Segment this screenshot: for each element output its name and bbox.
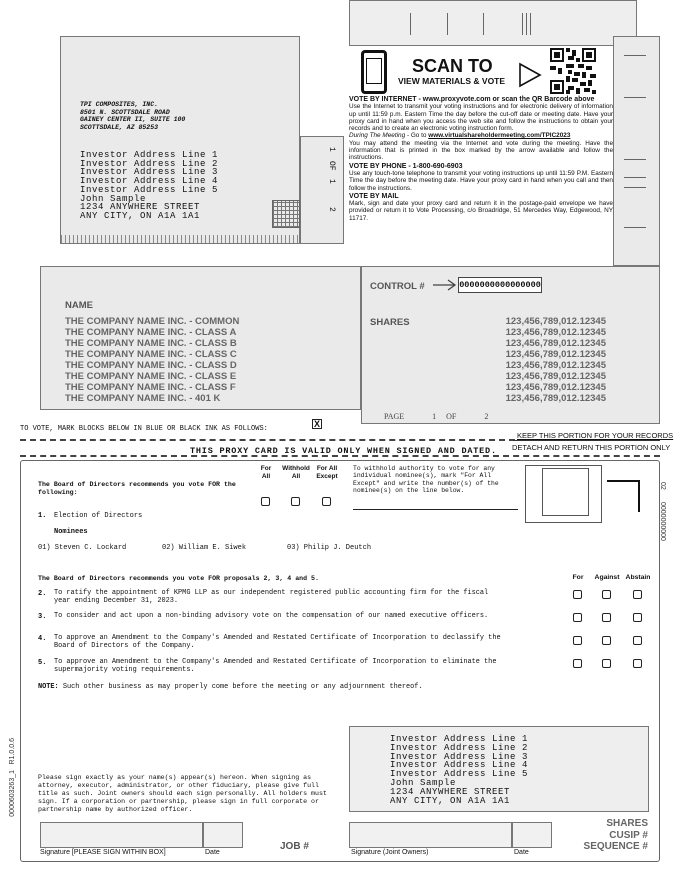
vote-mail-text: Mark, sign and date your proxy card and return it in the postage-paid envelope we have provided or return it to Vote Processing, c/o Broadridge, 51 Mercedes Way, Edgewood, NY 11717. bbox=[349, 200, 613, 222]
scan-subtitle: VIEW MATERIALS & VOTE bbox=[398, 76, 506, 86]
proposal-2-for[interactable] bbox=[573, 590, 582, 599]
col-withhold-all: Withhold All bbox=[282, 465, 310, 480]
proposal-3-text: To consider and act upon a non-binding advisory vote on the compensation of our named executive officers. bbox=[54, 612, 489, 620]
side-page-of: OF bbox=[327, 161, 336, 171]
job-label: JOB # bbox=[280, 841, 309, 852]
address-window bbox=[60, 36, 300, 244]
mark-example: X bbox=[313, 419, 320, 429]
nominees-label: Nominees bbox=[54, 528, 88, 536]
col-abstain: Abstain bbox=[625, 574, 651, 581]
proposal-3-against[interactable] bbox=[602, 613, 611, 622]
date-box[interactable] bbox=[203, 822, 243, 848]
footer-cusip: CUSIP # bbox=[609, 829, 648, 841]
mark-box-inner bbox=[542, 468, 589, 516]
investor-address: Investor Address Line 1 Investor Address Line 2 Investor Address Line 3 Investor Address Line 4 Investor Address Line 5 John Sample 1234 ANYWHERE STREET ANY CITY, ON A1A 1A1 bbox=[80, 150, 219, 221]
sign-instructions: Please sign exactly as your name(s) appear(s) hereon. When signing as attorney, executor, administrator, or other fiduciary, please give full title as such. Joint owners should each sign personally. All holders must sign. If a corporation or partnership, please sign in full corporate or partnership name by authorized officer. bbox=[38, 774, 327, 813]
bottom-investor-address: Investor Address Line 1 Investor Address Line 2 Investor Address Line 3 Investor Address Line 4 Investor Address Line 5 John Sample 1234 ANYWHERE STREET ANY CITY, ON A1A 1A1 bbox=[390, 734, 529, 806]
shares-list: 123,456,789,012.12345 123,456,789,012.12345 123,456,789,012.12345 123,456,789,012.12345 123,456,789,012.12345 123,456,789,012.12345 123,456,789,012.12345 123,456,789,012.12345 bbox=[505, 316, 606, 404]
side-page-num: 1 bbox=[327, 147, 336, 152]
proposal-3-number: 3. bbox=[38, 613, 47, 621]
vote-internet-text: Use the Internet to transmit your voting instructions and for electronic delivery of information up until 11:59 p.m. Eastern Time the day before the cut-off date or meeting date. Have your proxy card in hand when you access the web site and follow the instructions to obtain your records and to create an electronic voting instruction form. bbox=[349, 103, 613, 133]
right-envelope-flap bbox=[613, 36, 660, 266]
page-label: PAGE bbox=[384, 412, 405, 421]
proposal-5-text: To approve an Amendment to the Company's Amended and Restated Certificate of Incorporation to eliminate the supermajority voting requirements. bbox=[54, 658, 497, 674]
ink-instructions: TO VOTE, MARK BLOCKS BELOW IN BLUE OR BLACK INK AS FOLLOWS: bbox=[20, 425, 268, 433]
right-vertical-code-1: 02 bbox=[659, 482, 666, 490]
proposal-4-for[interactable] bbox=[573, 636, 582, 645]
page-of: OF bbox=[446, 412, 457, 421]
vote-internet-title: VOTE BY INTERNET - www.proxyvote.com or scan the QR Barcode above bbox=[349, 96, 595, 103]
corner-mark-icon bbox=[607, 480, 640, 512]
col-for-all-except: For All Except bbox=[316, 465, 338, 480]
note-text: Such other business as may properly come before the meeting or any adjournment thereof. bbox=[62, 683, 423, 691]
control-number: 0000000000000000 bbox=[458, 277, 542, 293]
nominee-exception-line[interactable] bbox=[353, 509, 518, 510]
footer-shares: SHARES bbox=[606, 818, 648, 829]
item1-text: Election of Directors bbox=[54, 512, 143, 520]
qr-code-icon bbox=[550, 48, 596, 94]
proposal-3-for[interactable] bbox=[573, 613, 582, 622]
meeting-prefix: During The Meeting - bbox=[349, 132, 411, 140]
proposal-5-number: 5. bbox=[38, 659, 47, 667]
proposal-4-text: To approve an Amendment to the Company's Amended and Restated Certificate of Incorporation to declassify the Board of Directors of the Company. bbox=[54, 634, 501, 650]
note bbox=[38, 683, 423, 691]
shares-label: SHARES bbox=[370, 317, 410, 328]
page-total: 2 bbox=[484, 412, 489, 421]
proposal-2-text: To ratify the appointment of KPMG LLP as our independent registered public accounting firm for the fiscal year ending December 31, 2023. bbox=[54, 589, 489, 605]
phone-icon bbox=[361, 50, 387, 94]
control-arrow-icon bbox=[432, 279, 458, 291]
keep-portion: KEEP THIS PORTION FOR YOUR RECORDS bbox=[517, 431, 674, 440]
left-vertical-code-1: 0000603263_1 bbox=[9, 770, 16, 817]
top-tab-box bbox=[349, 0, 637, 46]
note-label: NOTE: bbox=[38, 683, 59, 691]
for-all-except-checkbox[interactable] bbox=[322, 497, 331, 506]
arrow-icon bbox=[518, 62, 542, 88]
signature-box[interactable] bbox=[40, 822, 203, 848]
tick-ruler bbox=[61, 235, 299, 243]
valid-statement: THIS PROXY CARD IS VALID ONLY WHEN SIGNED AND DATED. bbox=[190, 446, 497, 456]
keep-rule bbox=[513, 440, 660, 441]
name-header: NAME bbox=[65, 300, 93, 311]
scan-title: SCAN TO bbox=[412, 56, 493, 76]
joint-signature-label: Signature (Joint Owners) bbox=[351, 849, 429, 856]
page-number: 1 bbox=[432, 412, 437, 421]
proposal-3-abstain[interactable] bbox=[633, 613, 642, 622]
sender-address: TPI COMPOSITES, INC. 8501 N. SCOTTSDALE ROAD GAINEY CENTER II, SUITE 100 SCOTTSDALE, AZ 85253 bbox=[80, 101, 186, 131]
signature-label: Signature [PLEASE SIGN WITHIN BOX] bbox=[40, 849, 166, 856]
vote-phone-text: Use any touch-tone telephone to transmit your voting instructions up until 11:59 P.M. Eastern Time the day before the meeting date. Have your proxy card in hand when you call and then follow the instructions. bbox=[349, 169, 613, 192]
proposal-5-abstain[interactable] bbox=[633, 659, 642, 668]
withhold-all-checkbox[interactable] bbox=[291, 497, 300, 506]
footer-labels bbox=[560, 818, 648, 853]
company-list: THE COMPANY NAME INC. - COMMON THE COMPANY NAME INC. - CLASS A THE COMPANY NAME INC. - CLASS B THE COMPANY NAME INC. - CLASS C THE COMPANY NAME INC. - CLASS D THE COMPANY NAME INC. - CLASS E THE COMPANY NAME INC. - CLASS F THE COMPANY NAME INC. - 401 K bbox=[65, 316, 240, 404]
proposal-2-number: 2. bbox=[38, 590, 47, 598]
col-against: Against bbox=[594, 574, 620, 581]
side-page-tab bbox=[300, 136, 344, 244]
col-for-all: For All bbox=[260, 465, 272, 480]
proposal-4-number: 4. bbox=[38, 635, 47, 643]
board-recommend-1: The Board of Directors recommends you vote FOR the following: bbox=[38, 481, 236, 496]
nominee-1: 01) Steven C. Lockard bbox=[38, 544, 127, 552]
side-page-small: 2 bbox=[327, 207, 336, 212]
joint-date-label: Date bbox=[514, 849, 529, 856]
meeting-go: Go to bbox=[410, 132, 429, 140]
proposal-5-for[interactable] bbox=[573, 659, 582, 668]
nominee-3: 03) Philip J. Deutch bbox=[287, 544, 372, 552]
for-all-checkbox[interactable] bbox=[261, 497, 270, 506]
item1-number: 1. bbox=[38, 512, 47, 520]
holdings-left-panel bbox=[40, 266, 361, 410]
left-vertical-code-2: R1.0.0.6 bbox=[9, 738, 16, 765]
vote-instructions bbox=[349, 96, 613, 222]
tear-line-bottom bbox=[20, 455, 660, 457]
proposal-5-against[interactable] bbox=[602, 659, 611, 668]
barcode-grid bbox=[272, 200, 300, 228]
meeting-line bbox=[349, 132, 613, 139]
vote-phone-title: VOTE BY PHONE - 1-800-690-6903 bbox=[349, 162, 463, 170]
col-for: For bbox=[572, 574, 584, 581]
proposal-4-against[interactable] bbox=[602, 636, 611, 645]
detach-portion: DETACH AND RETURN THIS PORTION ONLY bbox=[512, 443, 671, 452]
footer-sequence: SEQUENCE # bbox=[583, 841, 648, 852]
proposal-2-abstain[interactable] bbox=[633, 590, 642, 599]
bottom-address-box bbox=[349, 726, 649, 812]
withhold-instructions: To withhold authority to vote for any individual nominee(s), mark "For All Except" and write the number(s) of the nominee(s) on the line below. bbox=[353, 465, 499, 494]
side-page-total: 1 bbox=[327, 179, 336, 184]
control-label: CONTROL # bbox=[370, 281, 425, 292]
page-indicator bbox=[384, 412, 488, 421]
proposal-4-abstain[interactable] bbox=[633, 636, 642, 645]
nominee-2: 02) William E. Siwek bbox=[162, 544, 247, 552]
meeting-link[interactable]: www.virtualshareholdermeeting.com/TPIC2023 bbox=[428, 132, 571, 140]
date-label: Date bbox=[205, 849, 220, 856]
holdings-right-panel bbox=[361, 266, 660, 424]
vote-mail-title: VOTE BY MAIL bbox=[349, 192, 399, 200]
joint-date-box[interactable] bbox=[512, 822, 552, 848]
meeting-text: You may attend the meeting via the Internet and vote during the meeting. Have the information that is printed in the box marked by the arrow available and follow the instructions. bbox=[349, 139, 613, 162]
board-recommend-2: The Board of Directors recommends you vote FOR proposals 2, 3, 4 and 5. bbox=[38, 575, 319, 582]
tear-line-top bbox=[20, 439, 515, 441]
joint-signature-box[interactable] bbox=[349, 822, 512, 848]
right-vertical-code-2: 0000000000 bbox=[659, 502, 666, 541]
proposal-2-against[interactable] bbox=[602, 590, 611, 599]
